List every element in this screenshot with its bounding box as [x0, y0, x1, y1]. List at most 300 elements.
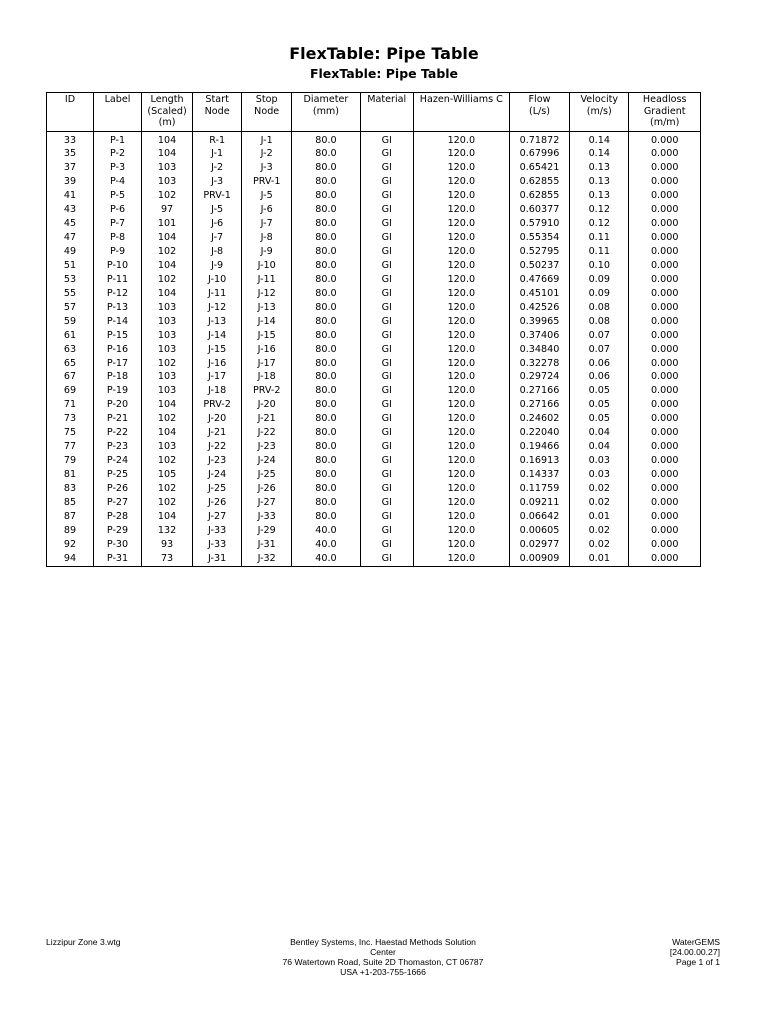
table-row — [47, 440, 701, 454]
cell-label: P-25 — [94, 468, 142, 482]
cell-label: P-4 — [94, 175, 142, 189]
cell-length: 102 — [142, 496, 193, 510]
cell-id: 57 — [47, 301, 94, 315]
cell-diameter: 80.0 — [292, 468, 360, 482]
footer-company-line: Center — [370, 947, 396, 957]
cell-label: P-26 — [94, 482, 142, 496]
cell-start-node: J-22 — [193, 440, 242, 454]
cell-hazen-williams-c: 120.0 — [413, 245, 509, 259]
cell-flow: 0.14337 — [509, 468, 569, 482]
cell-stop-node: J-10 — [242, 259, 292, 273]
cell-start-node: J-25 — [193, 482, 242, 496]
cell-diameter: 80.0 — [292, 510, 360, 524]
cell-start-node: J-16 — [193, 357, 242, 371]
cell-id: 69 — [47, 384, 94, 398]
cell-label: P-7 — [94, 217, 142, 231]
cell-diameter: 80.0 — [292, 412, 360, 426]
table-row — [47, 161, 701, 175]
cell-flow: 0.65421 — [509, 161, 569, 175]
cell-stop-node: PRV-1 — [242, 175, 292, 189]
cell-stop-node: J-29 — [242, 524, 292, 538]
table-row — [47, 343, 701, 357]
cell-diameter: 40.0 — [292, 552, 360, 566]
table-row — [47, 315, 701, 329]
cell-hazen-williams-c: 120.0 — [413, 454, 509, 468]
cell-headloss-gradient: 0.000 — [629, 147, 701, 161]
table-row — [47, 496, 701, 510]
cell-velocity: 0.13 — [570, 175, 629, 189]
cell-flow: 0.71872 — [509, 131, 569, 147]
cell-hazen-williams-c: 120.0 — [413, 398, 509, 412]
cell-velocity: 0.14 — [570, 147, 629, 161]
table-row — [47, 203, 701, 217]
cell-stop-node: J-3 — [242, 161, 292, 175]
col-header-diameter: Diameter (mm) — [292, 93, 360, 132]
cell-label: P-20 — [94, 398, 142, 412]
cell-start-node: J-2 — [193, 161, 242, 175]
cell-length: 104 — [142, 231, 193, 245]
cell-flow: 0.55354 — [509, 231, 569, 245]
cell-id: 81 — [47, 468, 94, 482]
cell-start-node: J-17 — [193, 370, 242, 384]
cell-label: P-5 — [94, 189, 142, 203]
cell-material: GI — [360, 147, 413, 161]
cell-stop-node: J-12 — [242, 287, 292, 301]
cell-stop-node: J-1 — [242, 131, 292, 147]
cell-headloss-gradient: 0.000 — [629, 189, 701, 203]
cell-headloss-gradient: 0.000 — [629, 315, 701, 329]
cell-label: P-28 — [94, 510, 142, 524]
table-row — [47, 301, 701, 315]
cell-length: 93 — [142, 538, 193, 552]
cell-length: 101 — [142, 217, 193, 231]
col-header-flow: Flow (L/s) — [509, 93, 569, 132]
cell-start-node: J-15 — [193, 343, 242, 357]
cell-headloss-gradient: 0.000 — [629, 426, 701, 440]
cell-material: GI — [360, 412, 413, 426]
cell-diameter: 80.0 — [292, 231, 360, 245]
cell-diameter: 80.0 — [292, 440, 360, 454]
cell-label: P-11 — [94, 273, 142, 287]
cell-stop-node: J-27 — [242, 496, 292, 510]
cell-material: GI — [360, 482, 413, 496]
cell-stop-node: J-15 — [242, 329, 292, 343]
cell-id: 87 — [47, 510, 94, 524]
cell-flow: 0.50237 — [509, 259, 569, 273]
col-header-length: Length (Scaled) (m) — [142, 93, 193, 132]
cell-hazen-williams-c: 120.0 — [413, 273, 509, 287]
cell-material: GI — [360, 538, 413, 552]
cell-flow: 0.22040 — [509, 426, 569, 440]
cell-label: P-8 — [94, 231, 142, 245]
cell-headloss-gradient: 0.000 — [629, 259, 701, 273]
cell-stop-node: J-16 — [242, 343, 292, 357]
cell-velocity: 0.09 — [570, 273, 629, 287]
cell-velocity: 0.04 — [570, 426, 629, 440]
cell-hazen-williams-c: 120.0 — [413, 343, 509, 357]
footer-company-line: Bentley Systems, Inc. Haestad Methods Solution — [290, 937, 476, 947]
col-header-id: ID — [47, 93, 94, 132]
cell-material: GI — [360, 384, 413, 398]
cell-headloss-gradient: 0.000 — [629, 552, 701, 566]
cell-diameter: 40.0 — [292, 538, 360, 552]
cell-diameter: 80.0 — [292, 301, 360, 315]
cell-diameter: 80.0 — [292, 273, 360, 287]
cell-material: GI — [360, 496, 413, 510]
cell-start-node: J-7 — [193, 231, 242, 245]
cell-flow: 0.37406 — [509, 329, 569, 343]
table-row — [47, 412, 701, 426]
table-row — [47, 384, 701, 398]
cell-start-node: J-11 — [193, 287, 242, 301]
cell-id: 39 — [47, 175, 94, 189]
cell-start-node: J-27 — [193, 510, 242, 524]
cell-velocity: 0.03 — [570, 468, 629, 482]
cell-velocity: 0.08 — [570, 301, 629, 315]
cell-material: GI — [360, 343, 413, 357]
cell-velocity: 0.11 — [570, 231, 629, 245]
cell-material: GI — [360, 315, 413, 329]
cell-start-node: J-33 — [193, 524, 242, 538]
cell-id: 77 — [47, 440, 94, 454]
cell-velocity: 0.02 — [570, 482, 629, 496]
cell-hazen-williams-c: 120.0 — [413, 496, 509, 510]
cell-length: 103 — [142, 440, 193, 454]
cell-stop-node: J-26 — [242, 482, 292, 496]
cell-start-node: J-3 — [193, 175, 242, 189]
cell-stop-node: J-13 — [242, 301, 292, 315]
table-row — [47, 131, 701, 147]
cell-hazen-williams-c: 120.0 — [413, 189, 509, 203]
cell-velocity: 0.13 — [570, 161, 629, 175]
cell-velocity: 0.07 — [570, 343, 629, 357]
cell-velocity: 0.12 — [570, 217, 629, 231]
cell-hazen-williams-c: 120.0 — [413, 426, 509, 440]
cell-start-node: PRV-1 — [193, 189, 242, 203]
cell-diameter: 80.0 — [292, 426, 360, 440]
col-header-label: Label — [94, 93, 142, 132]
cell-velocity: 0.04 — [570, 440, 629, 454]
cell-stop-node: J-2 — [242, 147, 292, 161]
table-row — [47, 329, 701, 343]
cell-id: 65 — [47, 357, 94, 371]
cell-hazen-williams-c: 120.0 — [413, 301, 509, 315]
cell-velocity: 0.01 — [570, 552, 629, 566]
cell-hazen-williams-c: 120.0 — [413, 468, 509, 482]
cell-length: 104 — [142, 426, 193, 440]
cell-label: P-19 — [94, 384, 142, 398]
cell-velocity: 0.02 — [570, 538, 629, 552]
cell-flow: 0.24602 — [509, 412, 569, 426]
cell-start-node: J-31 — [193, 552, 242, 566]
cell-headloss-gradient: 0.000 — [629, 524, 701, 538]
cell-hazen-williams-c: 120.0 — [413, 175, 509, 189]
cell-label: P-14 — [94, 315, 142, 329]
cell-start-node: J-24 — [193, 468, 242, 482]
cell-length: 104 — [142, 510, 193, 524]
footer-product — [560, 937, 720, 967]
cell-material: GI — [360, 454, 413, 468]
cell-hazen-williams-c: 120.0 — [413, 524, 509, 538]
cell-label: P-12 — [94, 287, 142, 301]
cell-velocity: 0.13 — [570, 189, 629, 203]
cell-velocity: 0.11 — [570, 245, 629, 259]
cell-material: GI — [360, 301, 413, 315]
cell-velocity: 0.03 — [570, 454, 629, 468]
cell-id: 41 — [47, 189, 94, 203]
cell-headloss-gradient: 0.000 — [629, 301, 701, 315]
table-row — [47, 357, 701, 371]
cell-headloss-gradient: 0.000 — [629, 482, 701, 496]
cell-length: 103 — [142, 329, 193, 343]
cell-headloss-gradient: 0.000 — [629, 357, 701, 371]
cell-stop-node: J-31 — [242, 538, 292, 552]
cell-flow: 0.45101 — [509, 287, 569, 301]
cell-diameter: 80.0 — [292, 370, 360, 384]
cell-material: GI — [360, 329, 413, 343]
cell-headloss-gradient: 0.000 — [629, 370, 701, 384]
cell-length: 102 — [142, 189, 193, 203]
cell-material: GI — [360, 426, 413, 440]
cell-diameter: 80.0 — [292, 175, 360, 189]
table-row — [47, 245, 701, 259]
cell-label: P-23 — [94, 440, 142, 454]
table-row — [47, 426, 701, 440]
cell-length: 103 — [142, 161, 193, 175]
cell-id: 43 — [47, 203, 94, 217]
cell-id: 59 — [47, 315, 94, 329]
cell-start-node: PRV-2 — [193, 398, 242, 412]
table-row — [47, 398, 701, 412]
cell-velocity: 0.02 — [570, 524, 629, 538]
cell-start-node: J-5 — [193, 203, 242, 217]
cell-stop-node: J-25 — [242, 468, 292, 482]
table-row — [47, 454, 701, 468]
cell-material: GI — [360, 273, 413, 287]
cell-id: 51 — [47, 259, 94, 273]
cell-hazen-williams-c: 120.0 — [413, 217, 509, 231]
cell-length: 104 — [142, 147, 193, 161]
cell-hazen-williams-c: 120.0 — [413, 538, 509, 552]
cell-id: 61 — [47, 329, 94, 343]
cell-flow: 0.02977 — [509, 538, 569, 552]
cell-id: 94 — [47, 552, 94, 566]
cell-material: GI — [360, 175, 413, 189]
cell-length: 97 — [142, 203, 193, 217]
col-header-material: Material — [360, 93, 413, 132]
cell-start-node: J-14 — [193, 329, 242, 343]
cell-velocity: 0.05 — [570, 398, 629, 412]
cell-length: 102 — [142, 357, 193, 371]
cell-label: P-24 — [94, 454, 142, 468]
cell-start-node: J-13 — [193, 315, 242, 329]
cell-flow: 0.57910 — [509, 217, 569, 231]
cell-length: 103 — [142, 301, 193, 315]
cell-hazen-williams-c: 120.0 — [413, 259, 509, 273]
cell-id: 75 — [47, 426, 94, 440]
cell-label: P-27 — [94, 496, 142, 510]
cell-id: 67 — [47, 370, 94, 384]
cell-hazen-williams-c: 120.0 — [413, 147, 509, 161]
cell-diameter: 80.0 — [292, 161, 360, 175]
cell-hazen-williams-c: 120.0 — [413, 161, 509, 175]
cell-start-node: J-33 — [193, 538, 242, 552]
cell-id: 85 — [47, 496, 94, 510]
cell-velocity: 0.01 — [570, 510, 629, 524]
cell-length: 104 — [142, 398, 193, 412]
cell-flow: 0.00909 — [509, 552, 569, 566]
cell-length: 102 — [142, 412, 193, 426]
cell-velocity: 0.10 — [570, 259, 629, 273]
cell-headloss-gradient: 0.000 — [629, 273, 701, 287]
page-title: FlexTable: Pipe Table — [289, 44, 479, 63]
cell-start-node: J-21 — [193, 426, 242, 440]
cell-stop-node: J-33 — [242, 510, 292, 524]
col-header-stop-node: Stop Node — [242, 93, 292, 132]
cell-velocity: 0.06 — [570, 370, 629, 384]
cell-flow: 0.52795 — [509, 245, 569, 259]
cell-flow: 0.62855 — [509, 175, 569, 189]
cell-material: GI — [360, 357, 413, 371]
cell-flow: 0.62855 — [509, 189, 569, 203]
cell-flow: 0.27166 — [509, 384, 569, 398]
cell-start-node: J-1 — [193, 147, 242, 161]
cell-start-node: J-20 — [193, 412, 242, 426]
cell-label: P-22 — [94, 426, 142, 440]
footer-company-line: 76 Watertown Road, Suite 2D Thomaston, CT 06787 — [282, 957, 484, 967]
cell-length: 73 — [142, 552, 193, 566]
cell-velocity: 0.09 — [570, 287, 629, 301]
cell-length: 104 — [142, 131, 193, 147]
cell-diameter: 80.0 — [292, 131, 360, 147]
cell-label: P-17 — [94, 357, 142, 371]
cell-hazen-williams-c: 120.0 — [413, 329, 509, 343]
cell-diameter: 80.0 — [292, 203, 360, 217]
footer-company — [250, 937, 516, 977]
cell-material: GI — [360, 189, 413, 203]
cell-headloss-gradient: 0.000 — [629, 496, 701, 510]
cell-headloss-gradient: 0.000 — [629, 217, 701, 231]
cell-material: GI — [360, 468, 413, 482]
cell-label: P-9 — [94, 245, 142, 259]
cell-material: GI — [360, 131, 413, 147]
cell-stop-node: J-7 — [242, 217, 292, 231]
cell-diameter: 80.0 — [292, 357, 360, 371]
cell-headloss-gradient: 0.000 — [629, 329, 701, 343]
cell-headloss-gradient: 0.000 — [629, 231, 701, 245]
table-row — [47, 370, 701, 384]
cell-length: 104 — [142, 259, 193, 273]
cell-hazen-williams-c: 120.0 — [413, 482, 509, 496]
cell-start-node: J-9 — [193, 259, 242, 273]
cell-flow: 0.16913 — [509, 454, 569, 468]
cell-hazen-williams-c: 120.0 — [413, 315, 509, 329]
cell-stop-node: J-11 — [242, 273, 292, 287]
cell-id: 63 — [47, 343, 94, 357]
table-row — [47, 524, 701, 538]
cell-hazen-williams-c: 120.0 — [413, 287, 509, 301]
cell-velocity: 0.14 — [570, 131, 629, 147]
cell-diameter: 80.0 — [292, 329, 360, 343]
cell-diameter: 80.0 — [292, 454, 360, 468]
table-row — [47, 287, 701, 301]
cell-stop-node: J-6 — [242, 203, 292, 217]
cell-headloss-gradient: 0.000 — [629, 245, 701, 259]
cell-diameter: 80.0 — [292, 217, 360, 231]
footer-page-number: Page 1 of 1 — [676, 957, 720, 967]
cell-stop-node: J-18 — [242, 370, 292, 384]
cell-material: GI — [360, 231, 413, 245]
cell-label: P-3 — [94, 161, 142, 175]
cell-flow: 0.47669 — [509, 273, 569, 287]
cell-id: 79 — [47, 454, 94, 468]
cell-stop-node: J-5 — [242, 189, 292, 203]
cell-diameter: 80.0 — [292, 384, 360, 398]
cell-stop-node: J-14 — [242, 315, 292, 329]
cell-stop-node: J-21 — [242, 412, 292, 426]
cell-length: 104 — [142, 287, 193, 301]
cell-headloss-gradient: 0.000 — [629, 161, 701, 175]
cell-headloss-gradient: 0.000 — [629, 203, 701, 217]
cell-id: 35 — [47, 147, 94, 161]
cell-headloss-gradient: 0.000 — [629, 175, 701, 189]
cell-headloss-gradient: 0.000 — [629, 468, 701, 482]
cell-flow: 0.06642 — [509, 510, 569, 524]
cell-label: P-15 — [94, 329, 142, 343]
cell-label: P-31 — [94, 552, 142, 566]
cell-stop-node: J-32 — [242, 552, 292, 566]
table-header-row — [47, 93, 701, 132]
cell-diameter: 80.0 — [292, 259, 360, 273]
cell-stop-node: J-22 — [242, 426, 292, 440]
cell-material: GI — [360, 370, 413, 384]
cell-material: GI — [360, 552, 413, 566]
footer-version: [24.00.00.27] — [669, 947, 720, 957]
footer-product-name: WaterGEMS — [672, 937, 720, 947]
cell-diameter: 80.0 — [292, 496, 360, 510]
cell-headloss-gradient: 0.000 — [629, 538, 701, 552]
cell-start-node: J-23 — [193, 454, 242, 468]
cell-hazen-williams-c: 120.0 — [413, 384, 509, 398]
cell-diameter: 80.0 — [292, 482, 360, 496]
cell-diameter: 40.0 — [292, 524, 360, 538]
cell-stop-node: J-20 — [242, 398, 292, 412]
cell-start-node: J-12 — [193, 301, 242, 315]
footer-company-line: USA +1-203-755-1666 — [340, 967, 426, 977]
table-row — [47, 552, 701, 566]
cell-id: 33 — [47, 131, 94, 147]
cell-hazen-williams-c: 120.0 — [413, 412, 509, 426]
cell-start-node: R-1 — [193, 131, 242, 147]
cell-material: GI — [360, 398, 413, 412]
cell-length: 102 — [142, 482, 193, 496]
cell-stop-node: J-8 — [242, 231, 292, 245]
table-row — [47, 273, 701, 287]
cell-length: 102 — [142, 273, 193, 287]
cell-velocity: 0.08 — [570, 315, 629, 329]
cell-flow: 0.39965 — [509, 315, 569, 329]
table-row — [47, 189, 701, 203]
cell-velocity: 0.02 — [570, 496, 629, 510]
cell-diameter: 80.0 — [292, 189, 360, 203]
table-row — [47, 147, 701, 161]
cell-diameter: 80.0 — [292, 147, 360, 161]
table-row — [47, 231, 701, 245]
cell-flow: 0.00605 — [509, 524, 569, 538]
cell-length: 103 — [142, 175, 193, 189]
cell-hazen-williams-c: 120.0 — [413, 203, 509, 217]
table-row — [47, 482, 701, 496]
